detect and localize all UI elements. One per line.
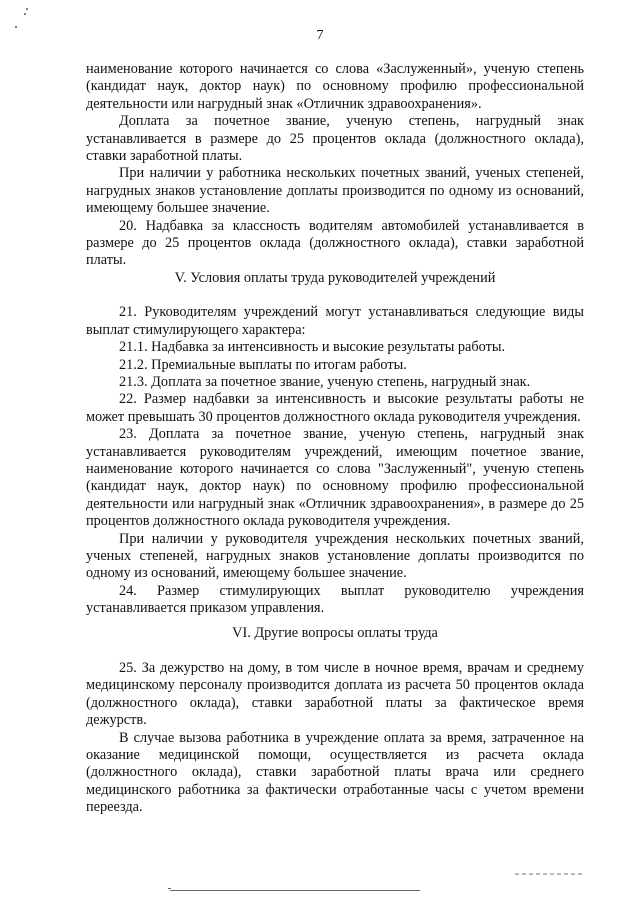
section-heading-vi: VI. Другие вопросы оплаты труда xyxy=(232,624,438,641)
footer-tick xyxy=(168,888,171,889)
document-body xyxy=(86,61,584,817)
paragraph-21-3: 21.3. Доплата за почетное звание, ученую степень, нагрудный знак. xyxy=(119,373,531,390)
paragraph-25-vyzov: В случае вызова работника в учреждение оплата за время, затраченное на оказание медицинской помощи, осуществляется из расчета оклада (должностного оклада), ставки заработной платы врача или среднего медицинского работника за фактически отработанные часы с учетом времени переезда. xyxy=(86,729,584,816)
paragraph-23: 23. Доплата за почетное звание, ученую степень, нагрудный знак устанавливается руководителям учреждений, имеющим почетное звание, наименование которого начинается со слова "Заслуженный", ученую степень (кандидат наук, доктор наук) по основному профилю профессиональной деятельности или нагрудный знак «Отличник здравоохранения», в размере до 25 процентов должностного оклада руководителя учреждения. xyxy=(86,426,584,530)
paragraph-intro-continuation: наименование которого начинается со слова «Заслуженный», ученую степень (кандидат наук, доктор наук) по основному профилю профессиональной деятельности или нагрудный знак «Отличник здравоохранения». xyxy=(86,61,584,112)
paragraph-20: 20. Надбавка за классность водителям автомобилей устанавливается в размере до 25 процентов оклада (должностного оклада), ставки заработной платы. xyxy=(86,217,584,269)
page-number: 7 xyxy=(316,28,324,43)
paragraph-25: 25. За дежурство на дому, в том числе в ночное время, врачам и среднему медицинскому персоналу производится доплата из расчета 50 процентов оклада (должностного оклада), ставки заработной платы за фактическое время дежурств. xyxy=(86,660,584,729)
paragraph-22: 22. Размер надбавки за интенсивность и высокие результаты работы не может превышать 30 процентов должностного оклада руководителя учреждения. xyxy=(86,391,584,425)
scan-speck xyxy=(24,13,26,15)
paragraph-21-1: 21.1. Надбавка за интенсивность и высокие результаты работы. xyxy=(119,339,506,356)
paragraph-23-neskolko: При наличии у руководителя учреждения нескольких почетных званий, ученых степеней, нагрудных знаков установление доплаты производится по одному из оснований, имеющему большее значение. xyxy=(86,530,584,582)
paragraph-21-2: 21.2. Премиальные выплаты по итогам работы. xyxy=(119,356,407,373)
paragraph-neskolko-zvaniy: При наличии у работника нескольких почетных званий, ученых степеней, нагрудных знаков установление доплаты производится по одному из оснований, имеющему большее значение. xyxy=(86,165,584,217)
footer-divider xyxy=(170,890,420,891)
paragraph-doplata: Доплата за почетное звание, ученую степень, нагрудный знак устанавливается в размере до 25 процентов оклада (должностного оклада), ставки заработной платы. xyxy=(86,113,584,165)
section-heading-v: V. Условия оплаты труда руководителей учреждений xyxy=(174,269,496,286)
paragraph-24: 24. Размер стимулирующих выплат руководителю учреждения устанавливается приказом управления. xyxy=(86,582,584,617)
paragraph-21: 21. Руководителям учреждений могут устанавливаться следующие виды выплат стимулирующего характера: xyxy=(86,304,584,338)
scan-speck xyxy=(26,8,28,10)
footer-smudge xyxy=(515,873,585,875)
